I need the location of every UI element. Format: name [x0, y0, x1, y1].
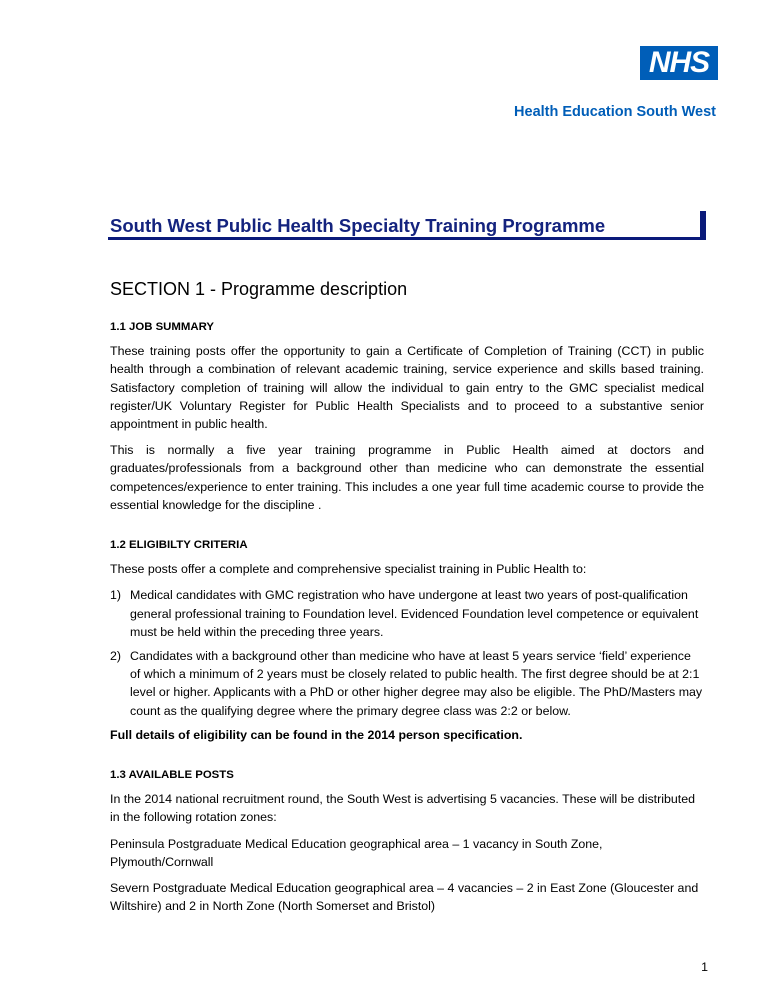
page-number: 1	[701, 960, 708, 974]
list-item	[110, 647, 704, 720]
eligibility-heading: 1.2 ELIGIBILTY CRITERIA	[110, 539, 248, 552]
available-posts-paragraph: Peninsula Postgraduate Medical Education geographical area – 1 vacancy in South Zone, Plymouth/Cornwall	[110, 836, 603, 869]
list-item-number: 1)	[110, 588, 122, 603]
job-summary-heading: 1.1 JOB SUMMARY	[110, 321, 215, 333]
available-posts-heading: 1.3 AVAILABLE POSTS	[110, 769, 234, 782]
section-heading: SECTION 1 - Programme description	[110, 279, 408, 299]
organisation-name: Health Education South West	[514, 104, 716, 120]
eligibility-note: Full details of eligibility can be found in the 2014 person specification.	[110, 727, 523, 742]
eligibility-intro: These posts offer a complete and comprehensive specialist training in Public Health to:	[110, 562, 587, 577]
list-item-text: Candidates with a background other than medicine who have at least 5 years service ‘field’ experience of which a minimum of 2 years must be closely related to public health. The first degree should be at 2:1 level or higher. Applicants with a PhD or other higher degree may also be eligible. The PhD/Masters may count as the qualifying degree where the primary degree class was 2:2 or below.	[130, 649, 703, 718]
title-banner	[108, 211, 704, 239]
job-summary-paragraph: These training posts offer the opportunity to gain a Certificate of Completion of Training (CCT) in public health through a combination of relevant academic training, service experience and skills based training. Satisfactory completion of training will allow the individual to gain entry to the GMC specialist medical register/UK Voluntary Register for Public Health Specialists and to proceed to a substantive senior appointment in public health.	[110, 344, 704, 432]
list-item-text: Medical candidates with GMC registration who have undergone at least two years of post-qualification general professional training to Foundation level. Evidenced Foundation level competence or equivalent must be held within the preceding three years.	[130, 588, 699, 639]
nhs-logo	[640, 46, 718, 80]
available-posts-paragraph: In the 2014 national recruitment round, the South West is advertising 5 vacancies. These will be distributed in the following rotation zones:	[110, 792, 695, 825]
list-item	[110, 586, 704, 641]
list-item-number: 2)	[110, 649, 122, 664]
available-posts-paragraph: Severn Postgraduate Medical Education geographical area – 4 vacancies – 2 in East Zone (Gloucester and Wiltshire) and 2 in North Zone (North Somerset and Bristol)	[110, 881, 699, 914]
document-title: South West Public Health Specialty Training Programme	[110, 215, 606, 236]
job-summary-paragraph: This is normally a five year training programme in Public Health aimed at doctors and graduates/professionals from a background other than medicine who can demonstrate the essential competences/experience to enter training. This includes a one year full time academic course to provide the essential knowledge for the discipline .	[110, 443, 704, 512]
document-body	[110, 318, 704, 923]
nhs-logo-text: NHS	[648, 46, 710, 79]
